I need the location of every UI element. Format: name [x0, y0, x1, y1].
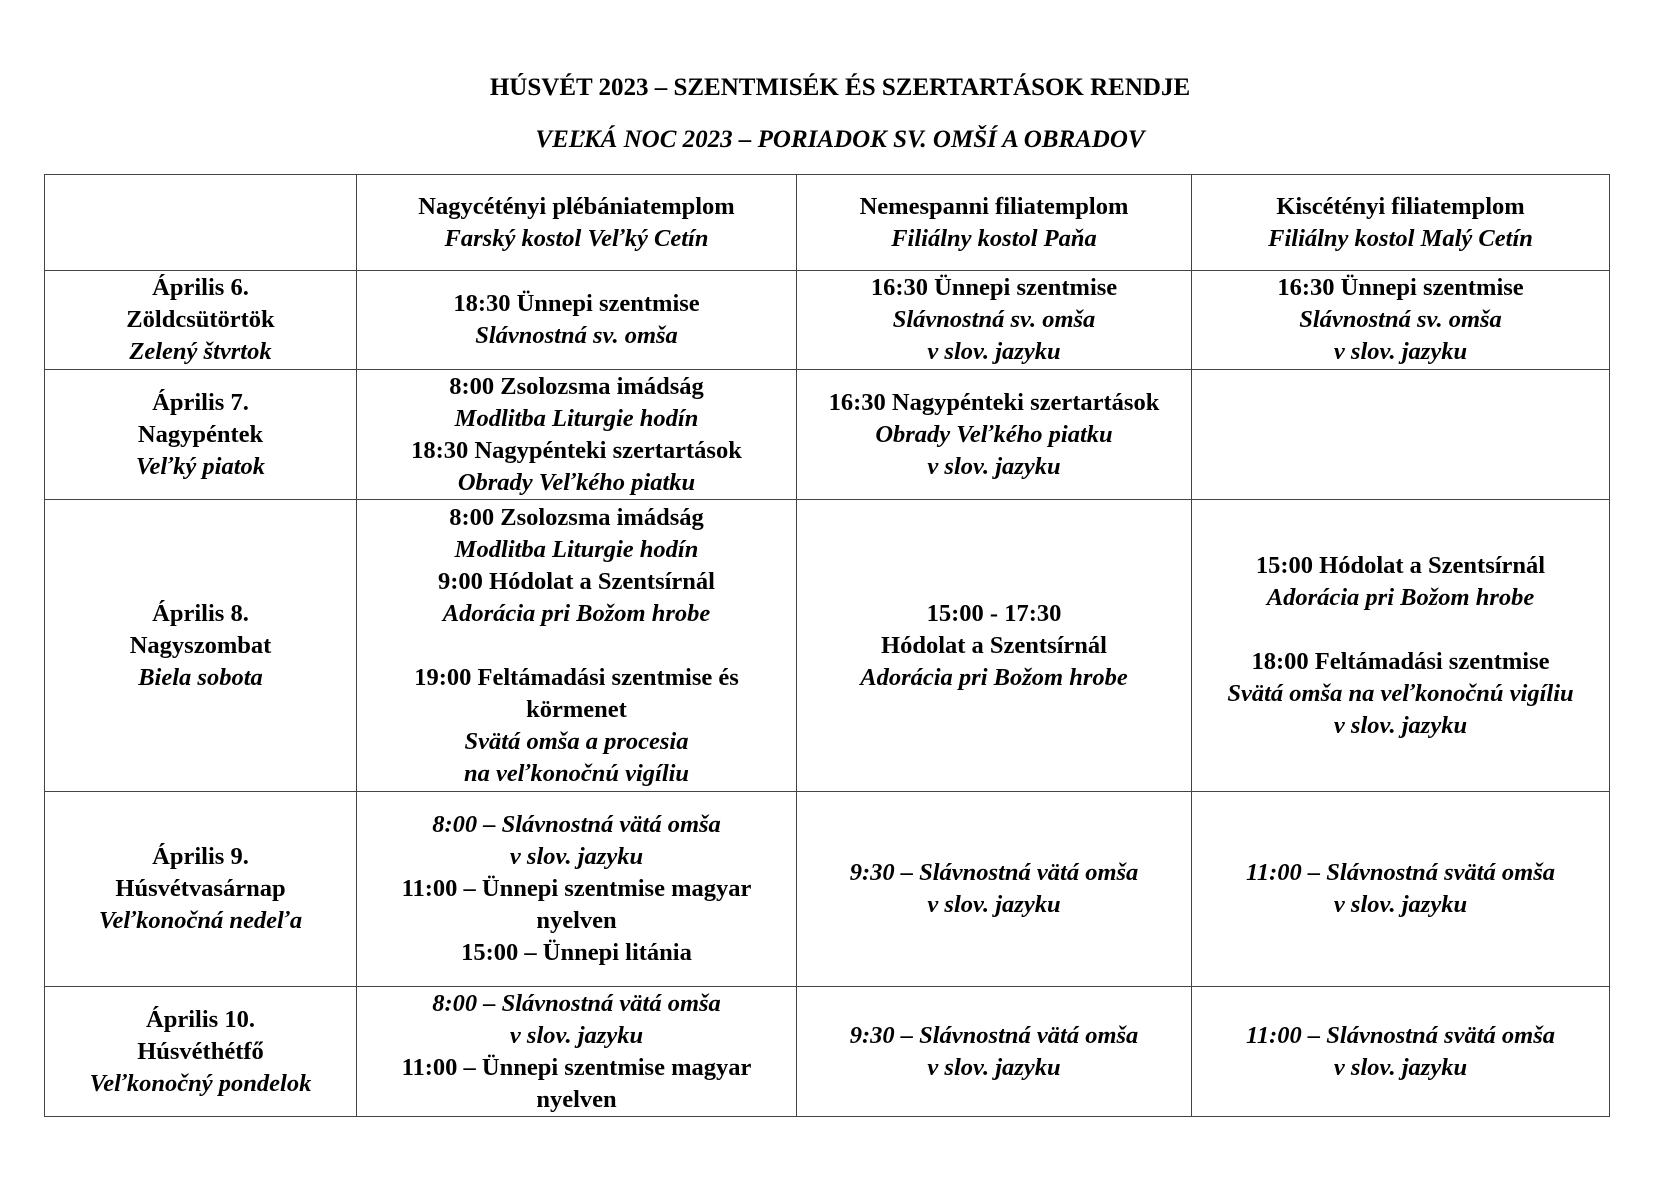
event-line: 11:00 – Ünnepi szentmise magyar	[401, 1053, 752, 1081]
schedule-cell-nemespann	[797, 987, 1192, 1117]
header-empty-cell	[45, 175, 357, 271]
day-date: Április 10.	[146, 1005, 255, 1033]
event-line: Obrady Veľkého piatku	[875, 420, 1113, 448]
schedule-cell-nagyceteny	[357, 792, 797, 987]
event-line: nyelven	[536, 1085, 617, 1113]
schedule-cell-nemespann	[797, 370, 1192, 500]
event-line: v slov. jazyku	[927, 891, 1061, 918]
day-cell	[45, 792, 357, 987]
day-cell	[45, 987, 357, 1117]
event-line: v slov. jazyku	[1333, 891, 1468, 918]
day-name-hu: Húsvéthétfő	[137, 1037, 264, 1065]
event-line: Adorácia pri Božom hrobe	[1266, 583, 1535, 611]
spacer	[1194, 614, 1607, 646]
event-line: 15:00 Hódolat a Szentsírnál	[1255, 551, 1546, 579]
event-line: 11:00 – Slávnostná svätá omša	[1245, 859, 1555, 886]
day-name-sk: Veľkonočná nedeľa	[98, 907, 303, 934]
schedule-cell-nagyceteny	[357, 987, 797, 1117]
church-name-sk: Filiálny kostol Malý Cetín	[1268, 224, 1533, 252]
event-line: 18:30 Nagypénteki szertartások	[411, 436, 742, 464]
church-name-sk: Filiálny kostol Paňa	[891, 224, 1097, 252]
event-line: Obrady Veľkého piatku	[457, 468, 696, 496]
church-name-sk: Farský kostol Veľký Cetín	[444, 224, 709, 252]
day-cell	[45, 500, 357, 792]
day-name-hu: Nagyszombat	[129, 631, 272, 659]
event-line: 11:00 – Slávnostná svätá omša	[1245, 1021, 1555, 1049]
church-name-hu: Kiscétényi filiatemplom	[1276, 192, 1525, 220]
event-line: 18:00 Feltámadási szentmise	[1251, 647, 1550, 675]
event-line: Adorácia pri Božom hrobe	[442, 599, 711, 627]
event-line: 11:00 – Ünnepi szentmise magyar	[401, 875, 752, 902]
event-line: v slov. jazyku	[1333, 1053, 1468, 1081]
title-slovak: VEĽKÁ NOC 2023 – PORIADOK SV. OMŠÍ A OBRADOV	[535, 126, 1145, 153]
event-line: 16:30 Ünnepi szentmise	[870, 274, 1118, 301]
church-name-hu: Nemespanni filiatemplom	[859, 192, 1129, 220]
table-row	[45, 370, 1610, 500]
day-name-hu: Húsvétvasárnap	[115, 875, 286, 902]
header-church-nagyceteny	[357, 175, 797, 271]
title-hungarian: HÚSVÉT 2023 – SZENTMISÉK ÉS SZERTARTÁSOK RENDJE	[489, 74, 1191, 101]
table-row	[45, 271, 1610, 370]
day-name-sk: Veľký piatok	[135, 452, 266, 480]
event-line: 18:30 Ünnepi szentmise	[453, 290, 700, 317]
schedule-cell-nagyceteny	[357, 500, 797, 792]
table-row	[45, 987, 1610, 1117]
event-line: 9:00 Hódolat a Szentsírnál	[438, 567, 715, 595]
schedule-cell-kisceteny	[1192, 792, 1610, 987]
header-church-nemespann	[797, 175, 1192, 271]
event-line: 16:30 Nagypénteki szertartások	[828, 388, 1160, 416]
day-name-hu: Nagypéntek	[137, 420, 264, 448]
event-line: 8:00 Zsolozsma imádság	[449, 503, 704, 531]
event-line: v slov. jazyku	[1333, 711, 1468, 739]
schedule-cell-kisceteny	[1192, 370, 1610, 500]
event-line: Modlitba Liturgie hodín	[454, 535, 699, 563]
schedule-cell-kisceteny	[1192, 987, 1610, 1117]
event-line: nyelven	[536, 907, 617, 934]
event-line: 9:30 – Slávnostná vätá omša	[849, 859, 1139, 886]
event-line: Adorácia pri Božom hrobe	[860, 663, 1128, 691]
event-line: Hódolat a Szentsírnál	[881, 631, 1107, 659]
event-line: v slov. jazyku	[509, 1021, 644, 1049]
schedule-cell-kisceteny	[1192, 271, 1610, 370]
schedule-cell-nagyceteny	[357, 370, 797, 500]
schedule-cell-nemespann	[797, 792, 1192, 987]
header-row	[45, 175, 1610, 271]
spacer	[359, 630, 794, 662]
day-cell	[45, 370, 357, 500]
event-line: 8:00 – Slávnostná vätá omša	[432, 989, 721, 1017]
event-line: Svätá omša na veľkonočnú vigíliu	[1227, 679, 1574, 707]
day-name-sk: Biela sobota	[138, 663, 263, 691]
schedule-cell-nemespann	[797, 500, 1192, 792]
event-line: 8:00 – Slávnostná vätá omša	[432, 811, 721, 838]
header-church-kisceteny	[1192, 175, 1610, 271]
event-line: na veľkonočnú vigíliu	[463, 759, 690, 787]
schedule-cell-nemespann	[797, 271, 1192, 370]
event-line: Slávnostná sv. omša	[1299, 306, 1502, 333]
event-line: 9:30 – Slávnostná vätá omša	[849, 1021, 1139, 1049]
event-line: 16:30 Ünnepi szentmise	[1277, 274, 1524, 301]
event-line: v slov. jazyku	[927, 338, 1061, 365]
day-name-sk: Veľkonočný pondelok	[89, 1069, 312, 1097]
day-cell	[45, 271, 357, 370]
event-line: 19:00 Feltámadási szentmise és	[414, 663, 739, 691]
event-line: v slov. jazyku	[1333, 338, 1468, 365]
day-name-hu: Zöldcsütörtök	[126, 306, 275, 333]
day-date: Április 8.	[152, 599, 249, 627]
event-line: 8:00 Zsolozsma imádság	[449, 372, 704, 400]
event-line: 15:00 – Ünnepi litánia	[461, 939, 692, 966]
day-date: Április 9.	[152, 843, 249, 870]
event-line: 15:00 - 17:30	[926, 599, 1062, 627]
day-date: Április 6.	[152, 274, 249, 301]
schedule-cell-kisceteny	[1192, 500, 1610, 792]
schedule-cell-nagyceteny	[357, 271, 797, 370]
schedule-table	[44, 174, 1610, 1117]
day-name-sk: Zelený štvrtok	[129, 338, 272, 365]
event-line: v slov. jazyku	[927, 1053, 1061, 1081]
event-line: Modlitba Liturgie hodín	[454, 404, 699, 432]
table-row	[45, 500, 1610, 792]
church-name-hu: Nagycétényi plébániatemplom	[418, 192, 735, 220]
table-row	[45, 792, 1610, 987]
event-line: Svätá omša a procesia	[464, 727, 689, 755]
event-line: Slávnostná sv. omša	[475, 322, 678, 349]
day-date: Április 7.	[152, 388, 249, 416]
event-line: Slávnostná sv. omša	[892, 306, 1096, 333]
event-line: v slov. jazyku	[509, 843, 644, 870]
event-line: v slov. jazyku	[927, 452, 1061, 480]
event-line: körmenet	[526, 695, 627, 723]
